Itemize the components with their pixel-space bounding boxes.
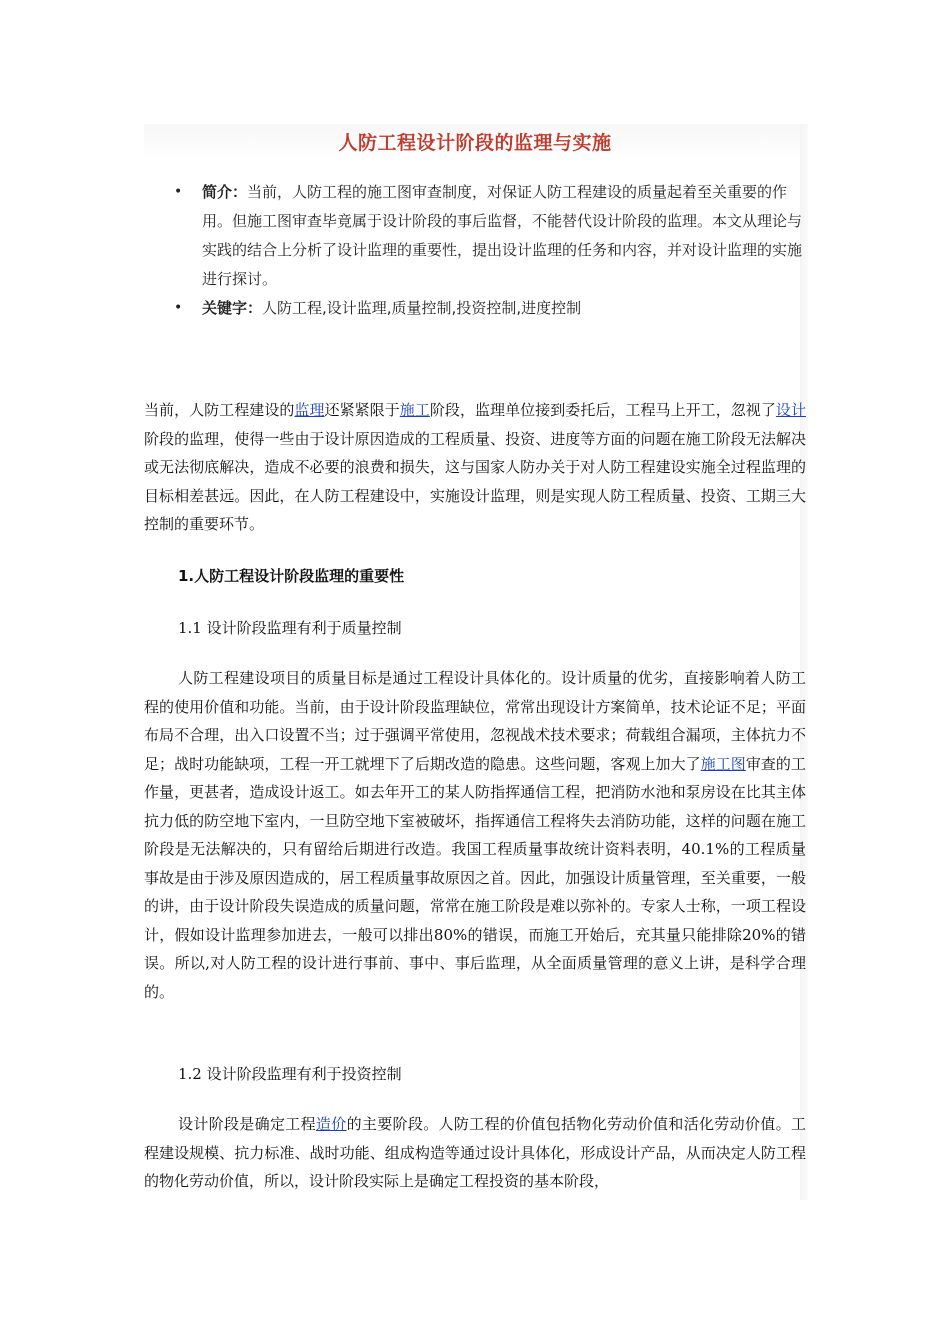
- section-1-heading: 1.人防工程设计阶段监理的重要性: [178, 567, 405, 585]
- keywords-label: 关键字：: [202, 299, 263, 317]
- document-title: 人防工程设计阶段的监理与实施: [338, 132, 612, 154]
- link-zaojia[interactable]: 造价: [315, 1115, 347, 1133]
- intro-text-2: 还紧紧限于: [324, 401, 400, 419]
- link-sheji[interactable]: 设计: [775, 401, 806, 419]
- bullet-icon: •: [174, 300, 183, 316]
- intro-text-4: 阶段的监理，使得一些由于设计原因造成的工程质量、投资、进度等方面的问题在施工阶段无法解决或无法彻底解决，造成不必要的浪费和损失，这与国家人防办关于对人防工程建设实施全过程监理的目标相差甚远。因此，在人防工程建设中，实施设计监理，则是实现人防工程质量、投资、工期三大控制的重要环节。: [144, 429, 806, 533]
- section-1-1-heading: 1.1 设计阶段监理有利于质量控制: [178, 619, 402, 637]
- link-jianli[interactable]: 监理: [294, 401, 325, 419]
- summary-label: 简介：: [202, 183, 248, 201]
- section-1-2-heading: 1.2 设计阶段监理有利于投资控制: [178, 1065, 402, 1083]
- summary-item: [172, 178, 812, 294]
- section-1-2-text-2: 的主要阶段。人防工程的价值包括物化劳动价值和活化劳动价值。工程建设规模、抗力标准、战时功能、组成构造等通过设计具体化，形成设计产品，从而决定人防工程的物化劳动价值，所以，设计阶段实际上是确定工程投资的基本阶段，: [144, 1115, 806, 1190]
- abstract-list: [172, 178, 812, 323]
- link-shigongtu[interactable]: 施工图: [700, 754, 746, 773]
- section-1-2-paragraph: [144, 1110, 806, 1196]
- intro-paragraph: [144, 396, 806, 539]
- section-1-1-paragraph: [144, 664, 806, 1006]
- bullet-icon: •: [174, 184, 183, 200]
- summary-text: 当前，人防工程的施工图审查制度，对保证人防工程建设的质量起着至关重要的作用。但施工图审查毕竟属于设计阶段的事后监督，不能替代设计阶段的监理。本文从理论与实践的结合上分析了设计监理的重要性，提出设计监理的任务和内容，并对设计监理的实施进行探讨。: [202, 183, 803, 288]
- link-shigong[interactable]: 施工: [399, 401, 430, 419]
- section-1-1-text-2: 审查的工作量，更甚者，造成设计返工。如去年开工的某人防指挥通信工程，把消防水池和泵房设在比其主体抗力低的防空地下室内，一旦防空地下室被破坏，指挥通信工程将失去消防功能，这样的问题在施工阶段是无法解决的，只有留给后期进行改造。我国工程质量事故统计资料表明，40.1%的工程质量事故是由于涉及原因造成的，居工程质量事故原因之首。因此，加强设计质量管理，至关重要，一般的讲，由于设计阶段失误造成的质量问题，常常在施工阶段是难以弥补的。专家人士称，一项工程设计，假如设计监理参加进去，一般可以排出80%的错误，而施工开始后，充其量只能排除20%的错误。所以,对人防工程的设计进行事前、事中、事后监理，从全面质量管理的意义上讲，是科学合理的。: [144, 754, 806, 1001]
- intro-text-1: 当前，人防工程建设的: [144, 401, 295, 419]
- keywords-text: 人防工程,设计监理,质量控制,投资控制,进度控制: [262, 299, 582, 317]
- section-1-2-text-1: 设计阶段是确定工程: [178, 1115, 316, 1133]
- intro-text-3: 阶段，监理单位接到委托后，工程马上开工，忽视了: [429, 401, 776, 419]
- keywords-item: [172, 294, 812, 323]
- section-1-1-text-1: 人防工程建设项目的质量目标是通过工程设计具体化的。设计质量的优劣，直接影响着人防工程的使用价值和功能。当前，由于设计阶段监理缺位，常常出现设计方案简单，技术论证不足；平面布局不合理，出入口设置不当；过于强调平常使用，忽视战术技术要求；荷载组合漏项，主体抗力不足；战时功能缺项，工程一开工就埋下了后期改造的隐患。这些问题，客观上加大了: [144, 669, 806, 773]
